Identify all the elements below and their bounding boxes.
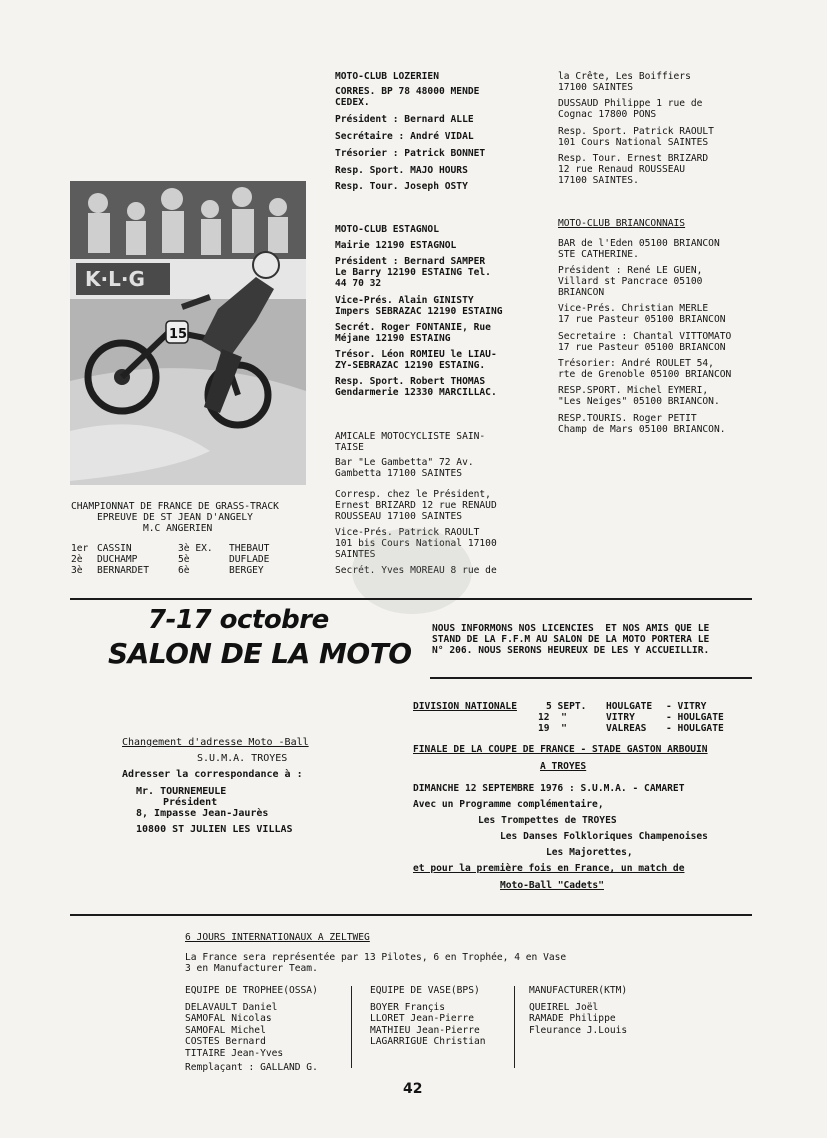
mc-lozerien-line: Secrétaire : André VIDAL xyxy=(335,131,474,142)
mc-brianconnais-line: STE CATHERINE. xyxy=(558,249,639,260)
team-name: EQUIPE DE TROPHEE(OSSA) xyxy=(185,985,318,996)
right-col-line: 17100 SAINTES xyxy=(558,82,634,93)
right-col-line: la Crête, Les Boiffiers xyxy=(558,71,691,82)
divider-line xyxy=(70,914,752,916)
team-vase xyxy=(370,985,520,1048)
mc-lozerien-line: Président : Bernard ALLE xyxy=(335,114,474,125)
photo-caption: CHAMPIONNAT DE FRANCE DE GRASS-TRACK xyxy=(71,501,279,512)
mc-brianconnais-line: Secretaire : Chantal VITTOMATO xyxy=(558,331,732,342)
right-col-line: 101 Cours National SAINTES xyxy=(558,137,709,148)
rider-name: LAGARRIGUE Christian xyxy=(370,1036,486,1047)
division-team: VALREAS xyxy=(606,723,647,734)
right-col-line: Cognac 17800 PONS xyxy=(558,109,657,120)
right-col-line: 12 rue Renaud ROUSSEAU xyxy=(558,164,686,175)
bike-number: 15 xyxy=(169,327,188,342)
mc-brianconnais-line: 17 rue Pasteur 05100 BRIANCON xyxy=(558,314,726,325)
division-team: VITRY xyxy=(606,712,635,723)
amicale-line: Secrét. Yves MOREAU 8 rue de xyxy=(335,565,497,576)
result-rank: 1er xyxy=(71,543,89,554)
grass-track-photo xyxy=(70,181,306,485)
rider-name: TITAIRE Jean-Yves xyxy=(185,1047,284,1059)
mc-lozerien-line: Trésorier : Patrick BONNET xyxy=(335,148,486,159)
amicale-line: Bar "Le Gambetta" 72 Av. xyxy=(335,457,474,468)
mc-estagnol-title: MOTO-CLUB ESTAGNOL xyxy=(335,224,439,235)
column-divider xyxy=(514,986,515,1068)
finale-line: Les Majorettes, xyxy=(546,847,633,858)
mc-lozerien-title: MOTO-CLUB LOZERIEN xyxy=(335,71,439,82)
rider-name: QUEIREL Joël xyxy=(529,1001,599,1013)
moto-ball-title: Changement d'adresse Moto -Ball xyxy=(122,737,309,748)
mc-estagnol-line: 44 70 32 xyxy=(335,278,382,289)
motorcycle-racer-image xyxy=(70,181,306,485)
mc-brianconnais-line: "Les Neiges" 05100 BRIANCON. xyxy=(558,396,720,407)
finale-line: Les Danses Folkloriques Champenoises xyxy=(500,831,708,842)
team-name: MANUFACTURER(KTM) xyxy=(529,985,628,996)
banner-text: K·L·G xyxy=(85,267,145,291)
result-rank: 3è xyxy=(71,565,83,576)
rider-name: BOYER Françis xyxy=(370,1001,446,1013)
mc-brianconnais-line: rte de Grenoble 05100 BRIANCON xyxy=(558,369,732,380)
division-team: HOULGATE xyxy=(606,701,653,712)
rider-name: RAMADE Philippe xyxy=(529,1013,616,1024)
team-trophee xyxy=(185,985,335,1059)
mc-brianconnais-line: Trésorier: André ROULET 54, xyxy=(558,358,714,369)
finale-title: FINALE DE LA COUPE DE FRANCE - STADE GASTON ARBOUIN xyxy=(413,744,708,755)
salon-notice: NOUS INFORMONS NOS LICENCIES ET NOS AMIS QUE LE xyxy=(432,623,710,634)
moto-ball-line: Mr. TOURNEMEULE xyxy=(136,786,227,797)
result-rank: 6è xyxy=(178,565,190,576)
rider-name: LLORET Jean-Pierre xyxy=(370,1013,474,1024)
result-rider: THEBAUT xyxy=(229,543,270,554)
mc-lozerien-line: Resp. Sport. MAJO HOURS xyxy=(335,165,468,176)
mc-brianconnais-line: Président : René LE GUEN, xyxy=(558,265,703,276)
six-jours-intro: 3 en Manufacturer Team. xyxy=(185,963,318,974)
photo-caption: EPREUVE DE ST JEAN D'ANGELY xyxy=(97,512,253,523)
right-col-line: DUSSAUD Philippe 1 rue de xyxy=(558,98,703,109)
amicale-line: TAISE xyxy=(335,442,364,453)
mc-lozerien-line: Resp. Tour. Joseph OSTY xyxy=(335,181,468,192)
mc-estagnol-line: Secrét. Roger FONTANIE, Rue xyxy=(335,322,491,333)
right-col-line: Resp. Sport. Patrick RAOULT xyxy=(558,126,714,137)
photo-caption: M.C ANGERIEN xyxy=(143,523,213,534)
amicale-line: 101 bis Cours National 17100 xyxy=(335,538,497,549)
result-rider: CASSIN xyxy=(97,543,132,554)
finale-line: et pour la première fois en France, un match de xyxy=(413,863,685,874)
mc-estagnol-line: Resp. Sport. Robert THOMAS xyxy=(335,376,486,387)
page-number: 42 xyxy=(403,1081,423,1097)
mc-estagnol-line: Vice-Prés. Alain GINISTY xyxy=(335,295,474,306)
division-team: - HOULGATE xyxy=(666,712,724,723)
moto-ball-line: 10800 ST JULIEN LES VILLAS xyxy=(136,824,293,835)
mc-brianconnais-line: RESP.SPORT. Michel EYMERI, xyxy=(558,385,709,396)
amicale-line: SAINTES xyxy=(335,549,376,560)
mc-brianconnais-line: Vice-Prés. Christian MERLE xyxy=(558,303,709,314)
mc-estagnol-line: ZY-SEBRAZAC 12190 ESTAING. xyxy=(335,360,486,371)
mc-brianconnais-line: 17 rue Pasteur 05100 BRIANCON xyxy=(558,342,726,353)
team-name: EQUIPE DE VASE(BPS) xyxy=(370,985,480,996)
finale-place: A TROYES xyxy=(540,761,587,772)
result-rank: 5è xyxy=(178,554,190,565)
amicale-line: AMICALE MOTOCYCLISTE SAIN- xyxy=(335,431,486,442)
amicale-line: Corresp. chez le Président, xyxy=(335,489,491,500)
six-jours-title: 6 JOURS INTERNATIONAUX A ZELTWEG xyxy=(185,932,370,943)
mc-lozerien-line: CEDEX. xyxy=(335,97,370,108)
mc-estagnol-line: Impers SEBRAZAC 12190 ESTAING xyxy=(335,306,503,317)
mc-estagnol-line: Président : Bernard SAMPER xyxy=(335,256,486,267)
salon-date: 7-17 octobre xyxy=(148,605,329,635)
right-col-line: 17100 SAINTES. xyxy=(558,175,639,186)
result-rank: 2è xyxy=(71,554,83,565)
rider-name: SAMOFAL Nicolas xyxy=(185,1013,272,1024)
mc-estagnol-line: Le Barry 12190 ESTAING Tel. xyxy=(335,267,491,278)
result-rider: DUFLADE xyxy=(229,554,270,565)
division-date: 19 " xyxy=(538,723,567,734)
mc-brianconnais-line: BAR de l'Eden 05100 BRIANCON xyxy=(558,238,720,249)
team-manufacturer xyxy=(529,985,679,1036)
moto-ball-line: Adresser la correspondance à : xyxy=(122,769,303,780)
mc-brianconnais-line: Villard st Pancrace 05100 xyxy=(558,276,703,287)
mc-brianconnais-line: Champ de Mars 05100 BRIANCON. xyxy=(558,424,726,435)
mc-estagnol-line: Gendarmerie 12330 MARCILLAC. xyxy=(335,387,497,398)
moto-ball-club: S.U.M.A. TROYES xyxy=(197,753,288,764)
divider-line xyxy=(70,598,752,600)
result-rider: DUCHAMP xyxy=(97,554,138,565)
right-col-line: Resp. Tour. Ernest BRIZARD xyxy=(558,153,709,164)
mc-lozerien-line: CORRES. BP 78 48000 MENDE xyxy=(335,86,480,97)
result-rider: BERGEY xyxy=(229,565,264,576)
finale-line: DIMANCHE 12 SEPTEMBRE 1976 : S.U.M.A. - CAMARET xyxy=(413,783,685,794)
salon-notice: STAND DE LA F.F.M AU SALON DE LA MOTO PORTERA LE xyxy=(432,634,710,645)
rider-name: SAMOFAL Michel xyxy=(185,1024,266,1036)
division-title: DIVISION NATIONALE xyxy=(413,701,517,712)
division-date: 12 " xyxy=(538,712,567,723)
mc-estagnol-line: Méjane 12190 ESTAING xyxy=(335,333,451,344)
rider-name: Fleurance J.Louis xyxy=(529,1024,628,1036)
column-divider xyxy=(351,986,352,1068)
amicale-line: Vice-Prés. Patrick RAOULT xyxy=(335,527,480,538)
rider-name: DELAVAULT Daniel xyxy=(185,1001,278,1013)
mc-brianconnais-title: MOTO-CLUB BRIANCONNAIS xyxy=(558,218,686,229)
divider-line xyxy=(430,677,752,679)
amicale-line: Gambetta 17100 SAINTES xyxy=(335,468,463,479)
salon-title: SALON DE LA MOTO xyxy=(108,637,412,670)
division-team: - VITRY xyxy=(666,701,707,712)
division-date: 5 SEPT. xyxy=(546,701,587,712)
mc-brianconnais-line: BRIANCON xyxy=(558,287,605,298)
stamp-watermark xyxy=(352,528,472,614)
rider-name: COSTES Bernard xyxy=(185,1036,266,1047)
result-rider: BERNARDET xyxy=(97,565,149,576)
mc-brianconnais-line: RESP.TOURIS. Roger PETIT xyxy=(558,413,697,424)
finale-line: Les Trompettes de TROYES xyxy=(478,815,617,826)
mc-estagnol-line: Mairie 12190 ESTAGNOL xyxy=(335,240,457,251)
amicale-line: ROUSSEAU 17100 SAINTES xyxy=(335,511,463,522)
mc-estagnol-line: Trésor. Léon ROMIEU le LIAU- xyxy=(335,349,497,360)
amicale-line: Ernest BRIZARD 12 rue RENAUD xyxy=(335,500,497,511)
salon-notice: N° 206. NOUS SERONS HEUREUX DE LES Y ACCUEILLIR. xyxy=(432,645,710,656)
division-team: - HOULGATE xyxy=(666,723,724,734)
rider-name: MATHIEU Jean-Pierre xyxy=(370,1024,480,1036)
replacement: Remplaçant : GALLAND G. xyxy=(185,1062,318,1073)
finale-line: Moto-Ball "Cadets" xyxy=(500,880,604,891)
moto-ball-line: 8, Impasse Jean-Jaurès xyxy=(136,808,269,819)
moto-ball-line: Président xyxy=(163,797,218,808)
six-jours-intro: La France sera représentée par 13 Pilotes, 6 en Trophée, 4 en Vase xyxy=(185,952,567,963)
finale-line: Avec un Programme complémentaire, xyxy=(413,799,604,810)
result-rank: 3è EX. xyxy=(178,543,213,554)
